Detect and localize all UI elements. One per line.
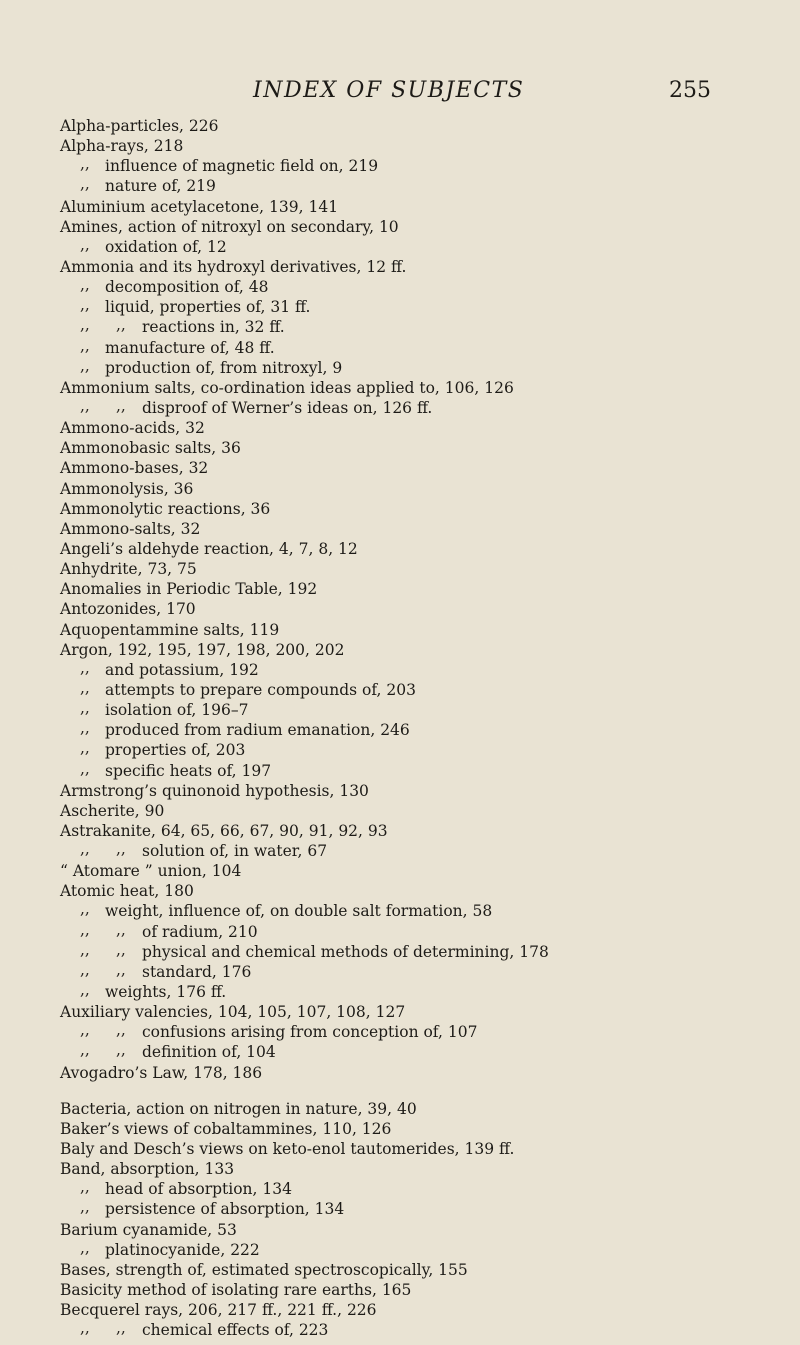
index-entry-text: Aluminium acetylacetone, 139, 141 [60,197,339,216]
index-entry-text: Ammonium salts, co-ordination ideas applied to, 106, 126 [60,378,514,397]
index-entry [60,197,780,217]
index-entry-text: and potassium, 192 [105,660,259,679]
ditto-mark: ,, [116,1319,126,1338]
index-entry [60,1320,780,1340]
ditto-mark: ,, [80,235,90,254]
ditto-mark: ,, [80,155,90,174]
index-entry [60,237,780,257]
index-entry-text: Ammono-acids, 32 [60,419,205,438]
index-entry [60,781,780,801]
index-entry [60,539,780,559]
index-entry [60,257,780,277]
index-entry-text: Alpha-particles, 226 [60,117,219,135]
index-entry-text: persistence of absorption, 134 [105,1200,345,1219]
index-entry [60,1220,780,1240]
index-entry [60,1260,780,1280]
index-entry-text: Ammono-salts, 32 [60,519,201,538]
index-entry [60,277,780,297]
index-entry-text: manufacture of, 48 ff. [105,338,275,357]
index-entry [60,1099,780,1119]
index-entry-text: Ammono-bases, 32 [60,459,209,478]
ditto-mark: ,, [80,920,90,939]
ditto-mark: ,, [116,940,126,959]
index-entry-text: produced from radium emanation, 246 [105,721,410,740]
index-entry-text: Ammonia and its hydroxyl derivatives, 12 ff. [60,257,407,276]
index-entry-text: reactions in, 32 ff. [142,318,285,337]
ditto-mark: ,, [116,1041,126,1060]
index-entry-text: weights, 176 ff. [105,983,227,1002]
index-entry-text: Becquerel rays, 206, 217 ff., 221 ff., 226 [60,1301,377,1320]
index-entry-text: Amines, action of nitroxyl on secondary, 10 [60,217,399,236]
index-entry [60,398,780,418]
index-entry [60,942,780,962]
index-entry [60,1159,780,1179]
index-entry-text: Armstrong’s quinonoid hypothesis, 130 [60,781,369,800]
index-entry [60,1280,780,1300]
ditto-mark: ,, [80,276,90,295]
index-entry [60,660,780,680]
ditto-mark: ,, [80,719,90,738]
index-entry [60,1139,780,1159]
index-entry [60,479,780,499]
ditto-mark: ,, [80,356,90,375]
ditto-mark: ,, [80,1319,90,1338]
index-entry-text: properties of, 203 [105,741,246,760]
index-entry-text: Argon, 192, 195, 197, 198, 200, 202 [60,640,345,659]
ditto-mark: ,, [80,316,90,335]
index-entry [60,881,780,901]
index-entry [60,156,780,176]
ditto-mark: ,, [116,920,126,939]
index-entry-text: physical and chemical methods of determining, 178 [142,942,549,961]
index-entry [60,1002,780,1022]
ditto-mark: ,, [80,739,90,758]
index-entry [60,458,780,478]
ditto-mark: ,, [116,396,126,415]
index-entry-text: Antozonides, 170 [60,600,196,619]
ditto-mark: ,, [80,396,90,415]
index-entry [60,1179,780,1199]
index-entry-text: Ammonolytic reactions, 36 [60,499,271,518]
index-entry [60,982,780,1002]
ditto-mark: ,, [80,658,90,677]
index-entry [60,136,780,156]
index-entry-text: Basicity method of isolating rare earths, 165 [60,1281,412,1300]
ditto-mark: ,, [80,900,90,919]
index-entry-text: standard, 176 [142,962,252,981]
index-entry [60,499,780,519]
index-entry-text: Avogadro’s Law, 178, 186 [60,1063,263,1082]
ditto-mark: ,, [80,1198,90,1217]
index-entry [60,680,780,700]
index-entry-text: Ascherite, 90 [60,801,165,820]
ditto-mark: ,, [80,1178,90,1197]
index-entry [60,1042,780,1062]
index-entry [60,217,780,237]
index-entry-text: of radium, 210 [142,922,258,941]
index-entry [60,1063,780,1083]
index-entry [60,700,780,720]
ditto-mark: ,, [80,1041,90,1060]
index-entries [60,116,780,1340]
index-entry [60,438,780,458]
index-entry [60,962,780,982]
index-entry-text: chemical effects of, 223 [142,1321,329,1340]
index-entry [60,720,780,740]
index-entry [60,841,780,861]
ditto-mark: ,, [80,699,90,718]
index-entry-text: platinocyanide, 222 [105,1240,260,1259]
index-entry [60,821,780,841]
index-entry-text: “ Atomare ” union, 104 [60,862,242,881]
index-entry [60,579,780,599]
index-entry [60,559,780,579]
index-entry-text: Aquopentammine salts, 119 [60,620,280,639]
index-entry [60,1300,780,1320]
index-entry-text: Anomalies in Periodic Table, 192 [60,580,318,599]
ditto-mark: ,, [80,960,90,979]
ditto-mark: ,, [80,175,90,194]
ditto-mark: ,, [116,840,126,859]
running-head-title: INDEX OF SUBJECTS [253,78,525,103]
index-entry-text: Baly and Desch’s views on keto-enol tautomerides, 139 ff. [60,1140,515,1159]
index-entry [60,761,780,781]
index-entry-text: Anhydrite, 73, 75 [60,560,197,579]
index-entry-text: liquid, properties of, 31 ff. [105,298,311,317]
index-entry-text: decomposition of, 48 [105,278,269,297]
index-entry-text: Barium cyanamide, 53 [60,1220,237,1239]
index-entry-text: Bacteria, action on nitrogen in nature, 39, 40 [60,1099,417,1118]
index-entry-text: Atomic heat, 180 [60,882,194,901]
index-entry [60,338,780,358]
ditto-mark: ,, [80,940,90,959]
ditto-mark: ,, [80,1238,90,1257]
index-entry-text: head of absorption, 134 [105,1180,292,1199]
index-entry [60,740,780,760]
index-entry-text: confusions arising from conception of, 107 [142,1023,478,1042]
index-entry-text: Bases, strength of, estimated spectroscopically, 155 [60,1260,468,1279]
page-header [0,78,800,108]
index-entry [60,116,780,136]
index-entry-text: Auxiliary valencies, 104, 105, 107, 108, 127 [60,1003,406,1022]
ditto-mark: ,, [116,960,126,979]
index-entry-text: Baker’s views of cobaltammines, 110, 126 [60,1119,392,1138]
index-entry [60,922,780,942]
index-entry-text: Angeli’s aldehyde reaction, 4, 7, 8, 12 [60,539,358,558]
ditto-mark: ,, [80,296,90,315]
index-entry [60,861,780,881]
index-entry-text: definition of, 104 [142,1043,276,1062]
index-entry [60,620,780,640]
index-entry [60,317,780,337]
index-entry [60,901,780,921]
page-number: 255 [669,78,711,103]
index-entry [60,358,780,378]
index-entry-text: influence of magnetic field on, 219 [105,157,379,176]
index-entry-text: production of, from nitroxyl, 9 [105,358,343,377]
index-entry-text: nature of, 219 [105,177,216,196]
index-entry-text: Alpha-rays, 218 [60,137,184,156]
index-entry [60,640,780,660]
index-entry [60,599,780,619]
ditto-mark: ,, [116,316,126,335]
index-entry-text: disproof of Werner’s ideas on, 126 ff. [142,398,433,417]
ditto-mark: ,, [80,336,90,355]
ditto-mark: ,, [80,678,90,697]
ditto-mark: ,, [80,1021,90,1040]
index-entry-text: solution of, in water, 67 [142,842,328,861]
index-entry [60,1240,780,1260]
index-entry-text: specific heats of, 197 [105,761,272,780]
index-entry [60,801,780,821]
index-entry [60,519,780,539]
ditto-mark: ,, [80,981,90,1000]
index-entry [60,378,780,398]
index-entry-text: Ammonobasic salts, 36 [60,439,241,458]
index-entry-text: oxidation of, 12 [105,237,227,256]
ditto-mark: ,, [80,840,90,859]
index-entry-text: isolation of, 196–7 [105,701,249,720]
ditto-mark: ,, [116,1021,126,1040]
index-entry [60,1022,780,1042]
index-entry [60,1199,780,1219]
index-entry [60,297,780,317]
index-entry-text: weight, influence of, on double salt formation, 58 [105,902,493,921]
index-entry-text: attempts to prepare compounds of, 203 [105,680,416,699]
index-entry [60,176,780,196]
ditto-mark: ,, [80,759,90,778]
index-entry-text: Band, absorption, 133 [60,1160,235,1179]
index-entry-text: Ammonolysis, 36 [60,479,194,498]
index-entry [60,1119,780,1139]
index-entry [60,418,780,438]
index-entry-text: Astrakanite, 64, 65, 66, 67, 90, 91, 92, 93 [60,821,388,840]
